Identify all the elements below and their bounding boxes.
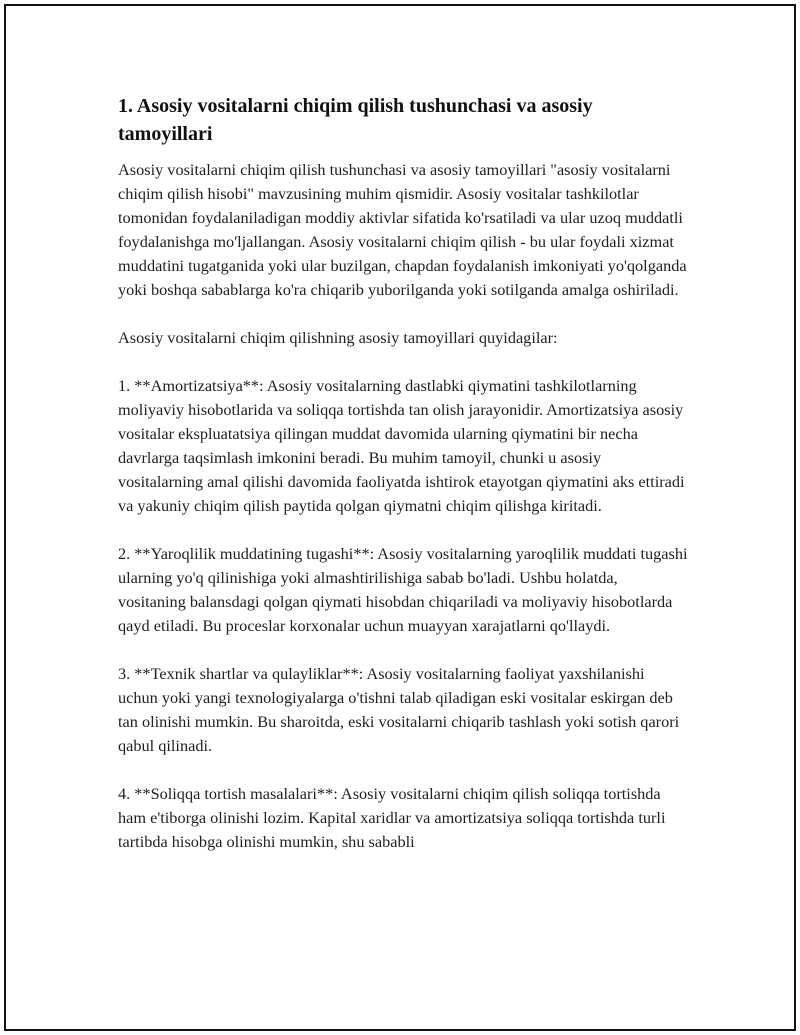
- section-heading: 1. Asosiy vositalarni chiqim qilish tushunchasi va asosiy tamoyillari: [118, 95, 593, 145]
- document-body: [118, 92, 688, 878]
- paragraph-principles-lead: Asosiy vositalarni chiqim qilishning asosiy tamoyillari quyidagilar:: [118, 328, 558, 347]
- paragraph-technical: 3. **Texnik shartlar va qulayliklar**: Asosiy vositalarning faoliyat yaxshilanishi uchun yoki yangi texnologiyalarga o'tishni talab qiladigan eski vositalar eskirgan deb tan olinishi mumkin. Bu sharoitda, eski vositalarni chiqarib tashlash yoki sotish qarori qabul qilinadi.: [118, 664, 680, 755]
- paragraph-intro: Asosiy vositalarni chiqim qilish tushunchasi va asosiy tamoyillari "asosiy vositalarni chiqim qilish hisobi" mavzusining muhim qismidir. Asosiy vositalar tashkilotlar tomonidan foydalaniladigan moddiy aktivlar sifatida ko'rsatiladi va ular uzoq muddatli foydalanishga mo'ljallangan. Asosiy vositalarni chiqim qilish - bu ular foydali xizmat muddatini tugatganida yoki ular buzilgan, chapdan foydalanish imkoniyati yo'qolganda yoki boshqa sabablarga ko'ra chiqarib yuborilganda yoki sotilganda amalga oshiriladi.: [118, 160, 687, 299]
- paragraph-taxation: 4. **Soliqqa tortish masalalari**: Asosiy vositalarni chiqim qilish soliqqa tortishda ham e'tiborga olinishi lozim. Kapital xaridlar va amortizatsiya soliqqa tortishda turli tartibda hisobga olinishi mumkin, shu sababli: [118, 784, 666, 851]
- paragraph-amortization: 1. **Amortizatsiya**: Asosiy vositalarning dastlabki qiymatini tashkilotlarning moliyaviy hisobotlarida va soliqqa tortishda tan olish jarayonidir. Amortizatsiya asosiy vositalar ekspluatatsiya qilingan muddat davomida ularning qiymatini bir necha davrlarga taqsimlash imkonini beradi. Bu muhim tamoyil, chunki u asosiy vositalarning amal qilishi davomida faoliyatda ishtirok etayotgan qiymatini aks ettiradi va yakuniy chiqim qilish paytida qolgan qiymatni chiqim qilishga kiritadi.: [118, 376, 685, 515]
- paragraph-expiry: 2. **Yaroqlilik muddatining tugashi**: Asosiy vositalarning yaroqlilik muddati tugashi ularning yo'q qilinishiga yoki almashtirilishiga sabab bo'ladi. Ushbu holatda, vositaning balansdagi qolgan qiymati hisobdan chiqariladi va moliyaviy hisobotlarda qayd etiladi. Bu proceslar korxonalar uchun muayyan xarajatlarni qo'llaydi.: [118, 544, 688, 635]
